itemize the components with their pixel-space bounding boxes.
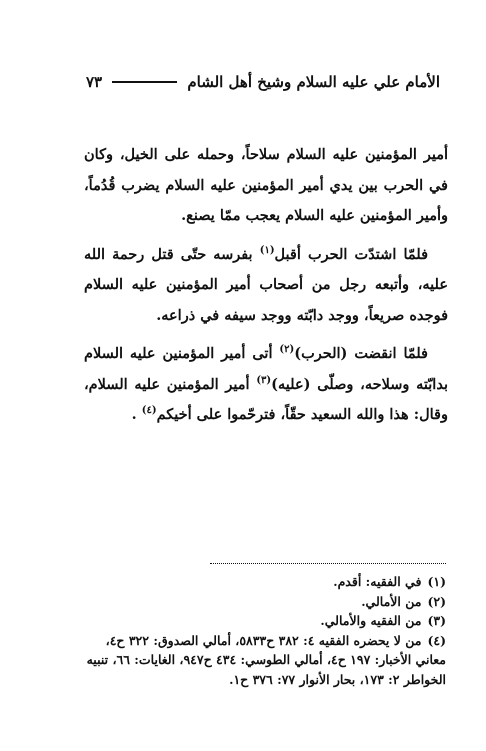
footnote-number: (٤) [427,632,446,648]
paragraph-3 [84,339,448,431]
page-number: ٧٣ [86,73,103,91]
running-header [86,70,440,94]
footnote-text: من الأمالي. [361,593,422,609]
footnote-text: من الفقيه والأمالي. [320,613,422,628]
footnote-ref-1: (١) [259,244,275,256]
paragraph-2-text-a: فلمّا اشتدّت الحرب أقبل [274,245,428,263]
footnote-ref-3: (٣) [256,374,272,386]
body-text [84,140,448,439]
footnote-item [84,611,446,631]
paragraph-3-text-c: أمير المؤمنين عليه السلام، وقال: هذا والله السعيد حقّاً، فترحّموا على أخيكم [84,375,448,423]
footnote-number: (١) [427,574,446,589]
paragraph-2-text-b: بفرسه حتّى قتل رحمة الله عليه، وأتبعه رجل من أصحاب أمير المؤمنين عليه السلام فوجده صريعاً، ووجد دابّته ووجد سيفه في ذراعه. [84,245,448,324]
paragraph-1: أمير المؤمنين عليه السلام سلاحاً، وحمله على الخيل، وكان في الحرب بين يدي أمير المؤمنين عليه السلام يضرب قُدُماً، وأمير المؤمنين عليه السلام يعجب ممّا يصنع. [84,146,448,224]
footnote-text: في الفقيه: أقدم. [333,574,422,589]
paragraph-2 [84,240,448,332]
paragraph-3-text-a: فلمّا انقضت (الحرب) [294,345,428,362]
footnote-item [84,592,446,612]
footnote-item [84,572,446,592]
footnote-number: (٣) [427,613,446,628]
footnote-ref-2: (٢) [279,344,295,356]
header-title: الأمام علي عليه السلام وشيخ أهل الشام [187,73,440,91]
footnote-text: من لا يحضره الفقيه ٤: ٣٨٢ ح٥٨٣٣، أمالي الصدوق: ٣٢٢ ح٤، معاني الأخبار: ١٩٧ ح٤، أمالي الطوسي: ٤٣٤ ح٩٤٧، الغايات: ٦٦، تنبيه الخواطر ٢: ١٧٣، بحار الأنوار ٧٧: ٣٧٦ ح١. [86,632,446,687]
footnote-ref-4: (٤) [141,405,157,417]
paragraph-3-text-b: أتى أمير المؤمنين عليه السلام بدابّته وسلاحه، وصلّى (عليه) [84,345,448,393]
footnote-number: (٢) [427,593,446,609]
footnote-divider [210,563,446,564]
header-rule [112,81,177,83]
paragraph-3-text-d: . [131,406,142,423]
footnote-item [84,631,446,690]
footnotes [84,572,446,689]
